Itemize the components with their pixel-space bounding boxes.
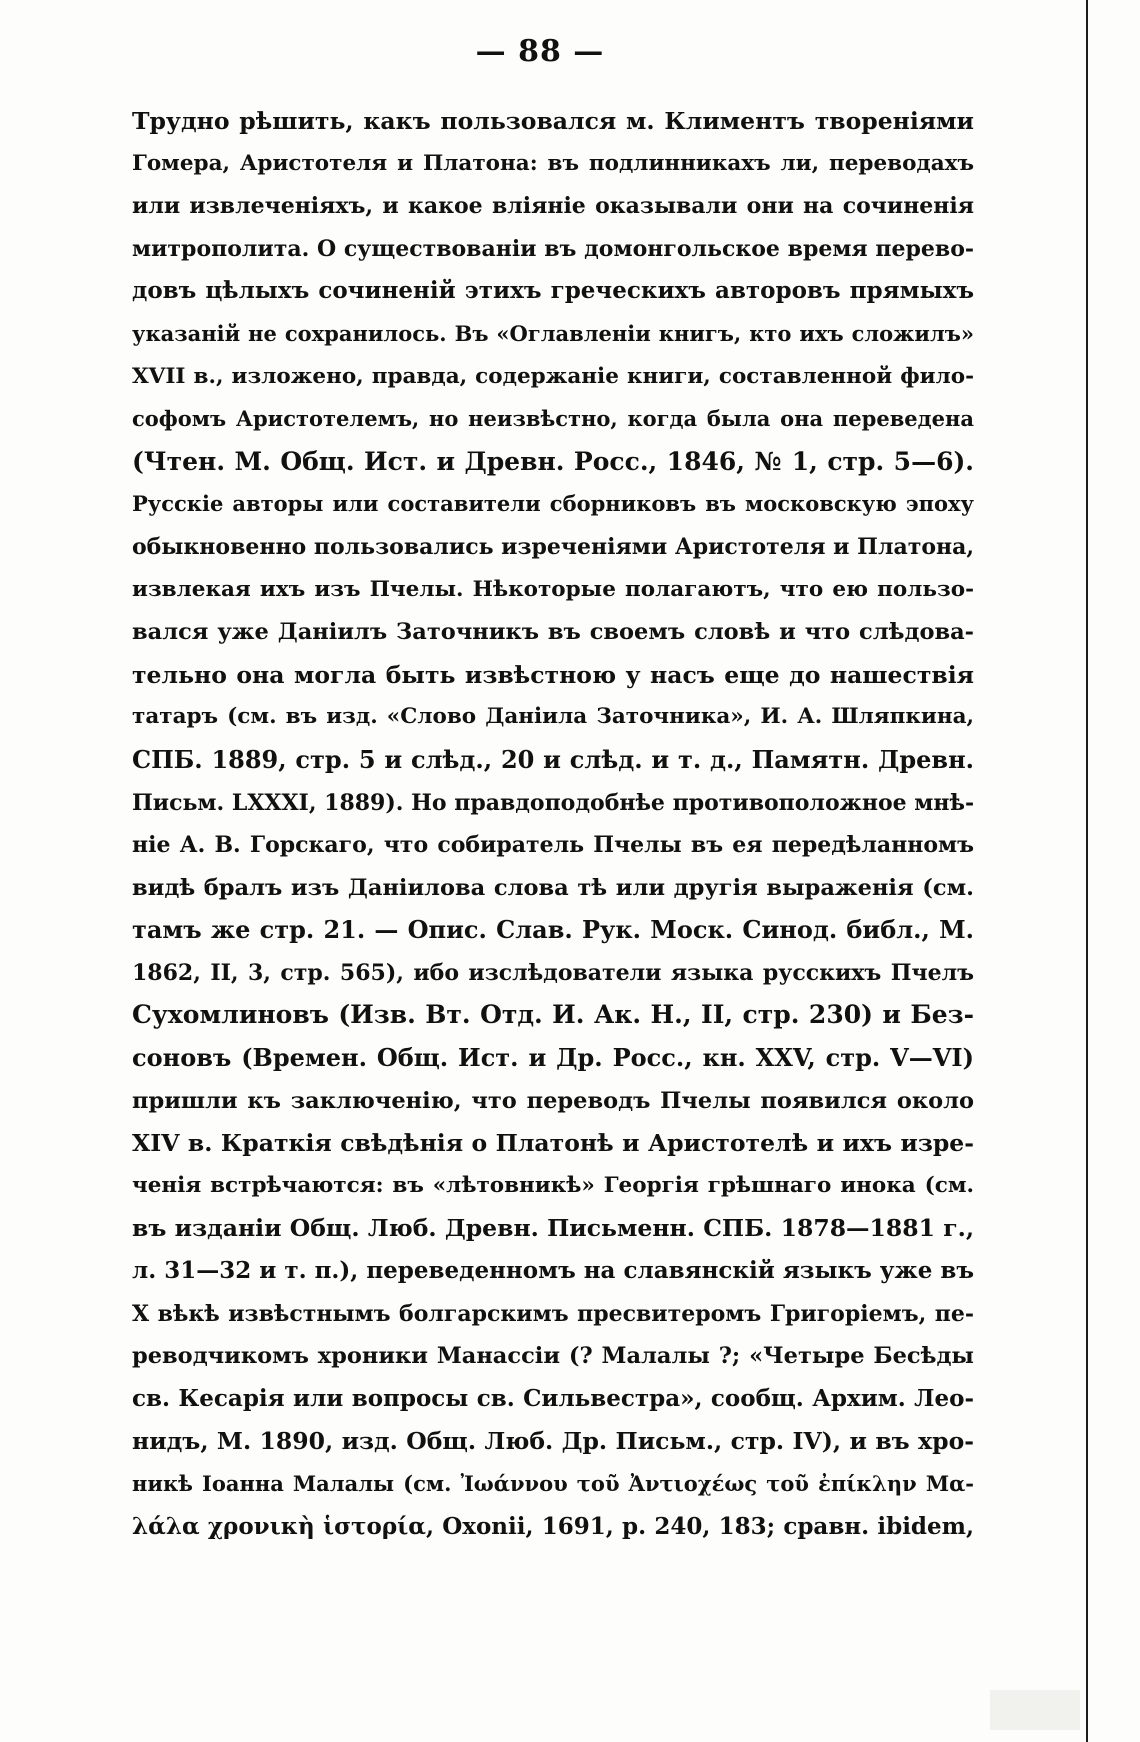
text-line: обыкновенно пользовались изреченіями Аристотеля и Платона, xyxy=(132,533,974,560)
text-line: ніе А. В. Горскаго, что собиратель Пчелы въ ея передѣланномъ xyxy=(132,832,974,859)
text-line: Гомера, Аристотеля и Платона: въ подлинникахъ ли, переводахъ xyxy=(132,150,974,176)
text-line: Сухомлиновъ (Изв. Вт. Отд. И. Ак. Н., II, стр. 230) и Без- xyxy=(132,1000,974,1030)
text-line: довъ цѣлыхъ сочиненій этихъ греческихъ авторовъ прямыхъ xyxy=(132,277,974,305)
text-line: св. Кесарія или вопросы св. Сильвестра», сообщ. Архим. Лео- xyxy=(132,1384,974,1412)
text-line: Письм. LXXXI, 1889). Но правдоподобнѣе противоположное мнѣ- xyxy=(132,789,974,816)
text-line: X вѣкѣ извѣстнымъ болгарскимъ пресвитеромъ Григоріемъ, пе- xyxy=(132,1300,974,1327)
text-line: татаръ (см. въ изд. «Слово Даніила Заточника», И. А. Шляпкина, xyxy=(132,704,974,730)
text-line: митрополита. О существованіи въ домонгольское время перево- xyxy=(132,235,974,262)
page-number: — 88 — xyxy=(475,34,605,69)
text-line: тамъ же стр. 21. — Опис. Слав. Рук. Моск. Синод. библ., М. xyxy=(132,915,974,945)
text-line: или извлеченіяхъ, и какое вліяніе оказывали они на сочиненія xyxy=(132,193,974,220)
text-line: СПБ. 1889, стр. 5 и слѣд., 20 и слѣд. и т. д., Памятн. Древн. xyxy=(132,744,974,774)
binding-edge-line xyxy=(1086,0,1088,1742)
text-line: указаній не сохранилось. Въ «Оглавленіи книгъ, кто ихъ сложилъ» xyxy=(132,320,974,346)
text-line: софомъ Аристотелемъ, но неизвѣстно, когда была она переведена xyxy=(132,406,974,432)
text-line: тельно она могла быть извѣстною у насъ еще до нашествія xyxy=(132,660,974,689)
text-line: видѣ бралъ изъ Даніилова слова тѣ или другія выраженія (см. xyxy=(132,874,974,901)
text-line: л. 31—32 и т. п.), переведенномъ на славянскій языкъ уже въ xyxy=(132,1257,974,1285)
text-line: нидъ, М. 1890, изд. Общ. Люб. Др. Письм., стр. IV), и въ хро- xyxy=(132,1427,974,1456)
text-line: извлекая ихъ изъ Пчелы. Нѣкоторые полагаютъ, что ею пользо- xyxy=(132,576,974,602)
text-line: XIV в. Краткія свѣдѣнія о Платонѣ и Аристотелѣ и ихъ изре- xyxy=(132,1129,974,1158)
text-line: ченія встрѣчаются: въ «лѣтовникѣ» Георгія грѣшнаго инока (см. xyxy=(132,1172,974,1198)
text-line: реводчикомъ хроники Манассіи (? Малалы ?; «Четыре Бесѣды xyxy=(132,1343,974,1370)
text-line: никѣ Іоанна Малалы (см. Ἰωάννου τοῦ Ἀντιοχέως τοῦ ἐπίκλην Μα- xyxy=(132,1471,974,1496)
text-line: λάλα χρονικὴ ἱστορία, Oxonii, 1691, p. 240, 183; сравн. ibidem, xyxy=(132,1512,974,1540)
text-line: 1862, II, 3, стр. 565), ибо изслѣдователи языка русскихъ Пчелъ xyxy=(132,959,974,986)
text-line: (Чтен. М. Общ. Ист. и Древн. Росс., 1846, № 1, стр. 5—6). xyxy=(132,446,974,476)
text-line: Русскіе авторы или составители сборниковъ въ московскую эпоху xyxy=(132,491,974,517)
text-line: XVII в., изложено, правда, содержаніе книги, составленной фило- xyxy=(132,363,974,389)
text-line: Трудно рѣшить, какъ пользовался м. Климентъ твореніями xyxy=(132,107,974,135)
text-line: въ изданіи Общ. Люб. Древн. Письменн. СПБ. 1878—1881 г., xyxy=(132,1214,974,1243)
scan-smudge xyxy=(990,1690,1080,1730)
body-text xyxy=(132,100,974,1548)
text-line: вался уже Даніилъ Заточникъ въ своемъ словѣ и что слѣдова- xyxy=(132,619,974,646)
text-line: пришли къ заключенію, что переводъ Пчелы появился около xyxy=(132,1087,974,1114)
text-line: соновъ (Времен. Общ. Ист. и Др. Росс., кн. XXV, стр. V—VI) xyxy=(132,1043,974,1073)
